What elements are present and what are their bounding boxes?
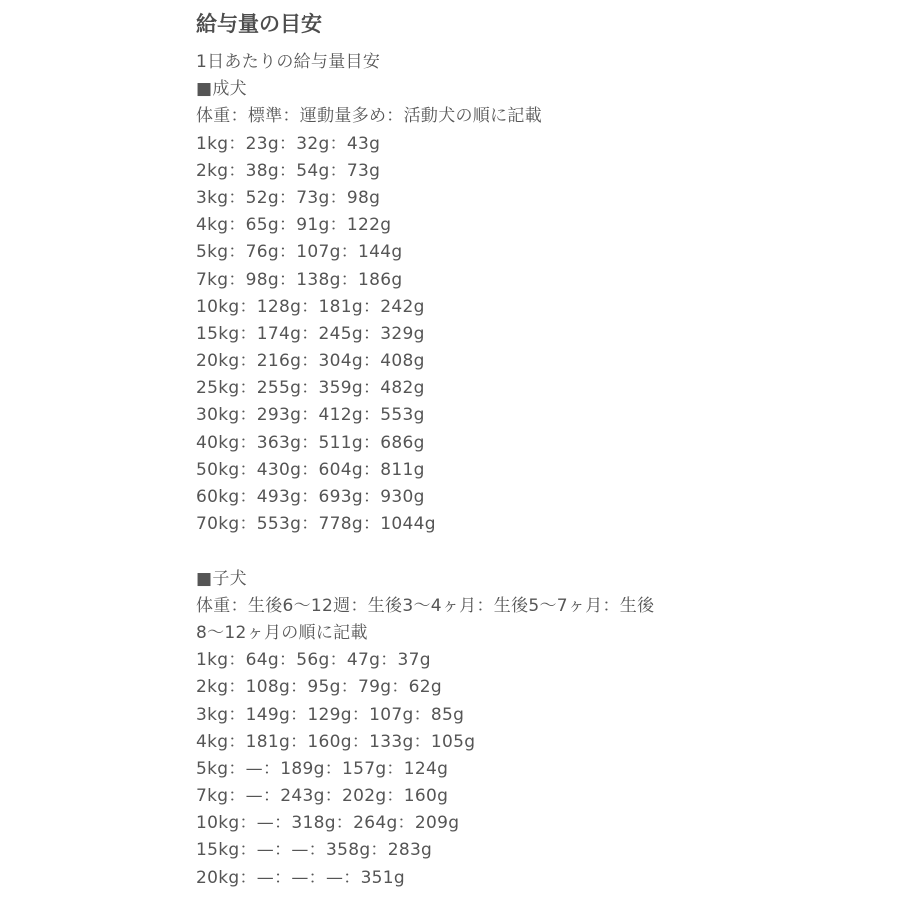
adult-row: 3kg：52g：73g：98g: [196, 187, 381, 208]
adult-row: 50kg：430g：604g：811g: [196, 459, 425, 480]
adult-section-title: ■成犬: [196, 79, 247, 100]
intro-text: 1日あたりの給与量目安: [196, 52, 381, 72]
section-spacer: [196, 538, 876, 565]
puppy-column-header-line1: 体重：生後6〜12週：生後3〜4ヶ月：生後5〜7ヶ月：生後: [196, 595, 655, 616]
adult-row: 60kg：493g：693g：930g: [196, 487, 425, 507]
adult-row: 7kg：98g：138g：186g: [196, 269, 403, 290]
adult-row: 2kg：38g：54g：73g: [196, 160, 381, 181]
adult-row: 5kg：76g：107g：144g: [196, 242, 403, 263]
puppy-row: 20kg：—：—：—：351g: [196, 867, 406, 888]
adult-row: 1kg：23g：32g：43g: [196, 133, 381, 154]
puppy-row: 15kg：—：—：358g：283g: [196, 840, 433, 861]
page-title: 給与量の目安: [196, 12, 322, 36]
puppy-row: 1kg：64g：56g：47g：37g: [196, 650, 431, 671]
puppy-column-header-line2: 8〜12ヶ月の順に記載: [196, 622, 368, 643]
puppy-row: 5kg：—：189g：157g：124g: [196, 758, 449, 779]
feeding-guide-document: [196, 8, 876, 892]
puppy-row: 4kg：181g：160g：133g：105g: [196, 731, 476, 752]
puppy-section-title: ■子犬: [196, 568, 247, 589]
puppy-section: [196, 566, 876, 892]
puppy-row: 10kg：—：318g：264g：209g: [196, 813, 460, 834]
adult-row: 10kg：128g：181g：242g: [196, 296, 425, 317]
adult-row: 70kg：553g：778g：1044g: [196, 514, 436, 535]
adult-row: 4kg：65g：91g：122g: [196, 215, 392, 236]
adult-row: 30kg：293g：412g：553g: [196, 405, 425, 426]
adult-section: [196, 76, 876, 538]
puppy-row: 7kg：—：243g：202g：160g: [196, 786, 449, 807]
adult-column-header: 体重：標準：運動量多め：活動犬の順に記載: [196, 106, 542, 127]
puppy-row: 2kg：108g：95g：79g：62g: [196, 677, 442, 698]
adult-row: 15kg：174g：245g：329g: [196, 323, 425, 344]
adult-row: 25kg：255g：359g：482g: [196, 378, 425, 399]
adult-row: 20kg：216g：304g：408g: [196, 351, 425, 372]
adult-row: 40kg：363g：511g：686g: [196, 432, 425, 453]
puppy-row: 3kg：149g：129g：107g：85g: [196, 704, 465, 725]
